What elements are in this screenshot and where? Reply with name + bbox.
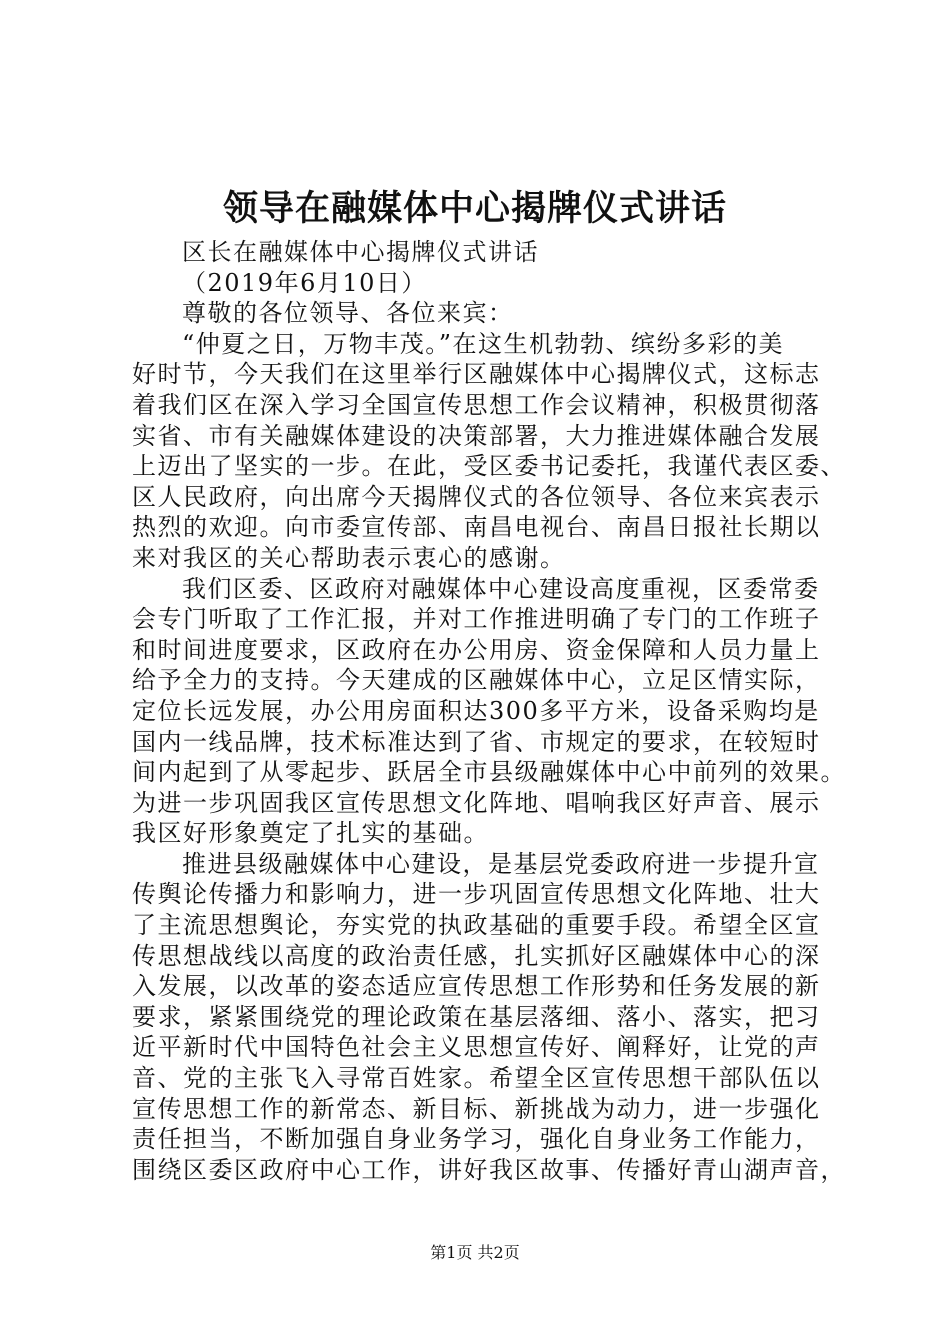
text-line: 区人民政府，向出席今天揭牌仪式的各位领导、各位来宾表示 bbox=[132, 482, 821, 511]
text-line: 推进县级融媒体中心建设，是基层党委政府进一步提升宣 bbox=[182, 849, 820, 878]
text-line: 来对我区的关心帮助表示衷心的感谢。 bbox=[132, 543, 566, 572]
text-line: 近平新时代中国特色社会主义思想宣传好、阐释好，让党的声 bbox=[132, 1033, 821, 1062]
text-line: 给予全力的支持。今天建成的区融媒体中心，立足区情实际， bbox=[132, 666, 821, 695]
text-line: 区长在融媒体中心揭牌仪式讲话 bbox=[182, 238, 539, 266]
text-line: 和时间进度要求，区政府在办公用房、资金保障和人员力量上 bbox=[132, 635, 821, 664]
text-line: 好时节，今天我们在这里举行区融媒体中心揭牌仪式，这标志 bbox=[132, 360, 821, 389]
text-line: 着我们区在深入学习全国宣传思想工作会议精神，积极贯彻落 bbox=[132, 390, 821, 419]
text-line: 传思想战线以高度的政治责任感，扎实抓好区融媒体中心的深 bbox=[132, 941, 821, 970]
text-line: 我们区委、区政府对融媒体中心建设高度重视，区委常委 bbox=[182, 574, 820, 603]
text-line: 会专门听取了工作汇报，并对工作推进明确了专门的工作班子 bbox=[132, 605, 821, 634]
text-line: “仲夏之日，万物丰茂。”在这生机勃勃、缤纷多彩的美 bbox=[182, 329, 785, 358]
text-line: 要求，紧紧围绕党的理论政策在基层落细、落小、落实，把习 bbox=[132, 1002, 821, 1031]
text-line: 宣传思想工作的新常态、新目标、新挑战为动力，进一步强化 bbox=[132, 1094, 821, 1123]
text-line: 国内一线品牌，技术标准达到了省、市规定的要求，在较短时 bbox=[132, 727, 821, 756]
text-line: 定位长远发展，办公用房面积达300多平方米，设备采购均是 bbox=[132, 696, 820, 725]
page-footer: 第1页 共2页 bbox=[430, 1243, 520, 1262]
text-line: 间内起到了从零起步、跃居全市县级融媒体中心中前列的效果。 bbox=[132, 758, 846, 787]
document-title: 领导在融媒体中心揭牌仪式讲话 bbox=[222, 188, 727, 229]
text-line: 传舆论传播力和影响力，进一步巩固宣传思想文化阵地、壮大 bbox=[132, 880, 821, 909]
text-line: 音、党的主张飞入寻常百姓家。希望全区宣传思想干部队伍以 bbox=[132, 1064, 821, 1093]
document-body bbox=[132, 237, 846, 1185]
text-line: 责任担当，不断加强自身业务学习，强化自身业务工作能力， bbox=[132, 1125, 821, 1154]
text-line: 了主流思想舆论，夯实党的执政基础的重要手段。希望全区宣 bbox=[132, 911, 821, 940]
text-line: 我区好形象奠定了扎实的基础。 bbox=[132, 819, 489, 848]
text-line: 围绕区委区政府中心工作，讲好我区故事、传播好青山湖声音， bbox=[132, 1155, 846, 1184]
text-line: （2019年6月10日） bbox=[182, 268, 427, 297]
text-line: 入发展，以改革的姿态适应宣传思想工作形势和任务发展的新 bbox=[132, 972, 821, 1001]
text-line: 上迈出了坚实的一步。在此，受区委书记委托，我谨代表区委、 bbox=[132, 452, 846, 481]
text-line: 热烈的欢迎。向市委宣传部、南昌电视台、南昌日报社长期以 bbox=[132, 513, 821, 542]
text-line: 实省、市有关融媒体建设的决策部署，大力推进媒体融合发展 bbox=[132, 421, 821, 450]
text-line: 为进一步巩固我区宣传思想文化阵地、唱响我区好声音、展示 bbox=[132, 788, 821, 817]
text-line: 尊敬的各位领导、各位来宾： bbox=[182, 299, 514, 328]
